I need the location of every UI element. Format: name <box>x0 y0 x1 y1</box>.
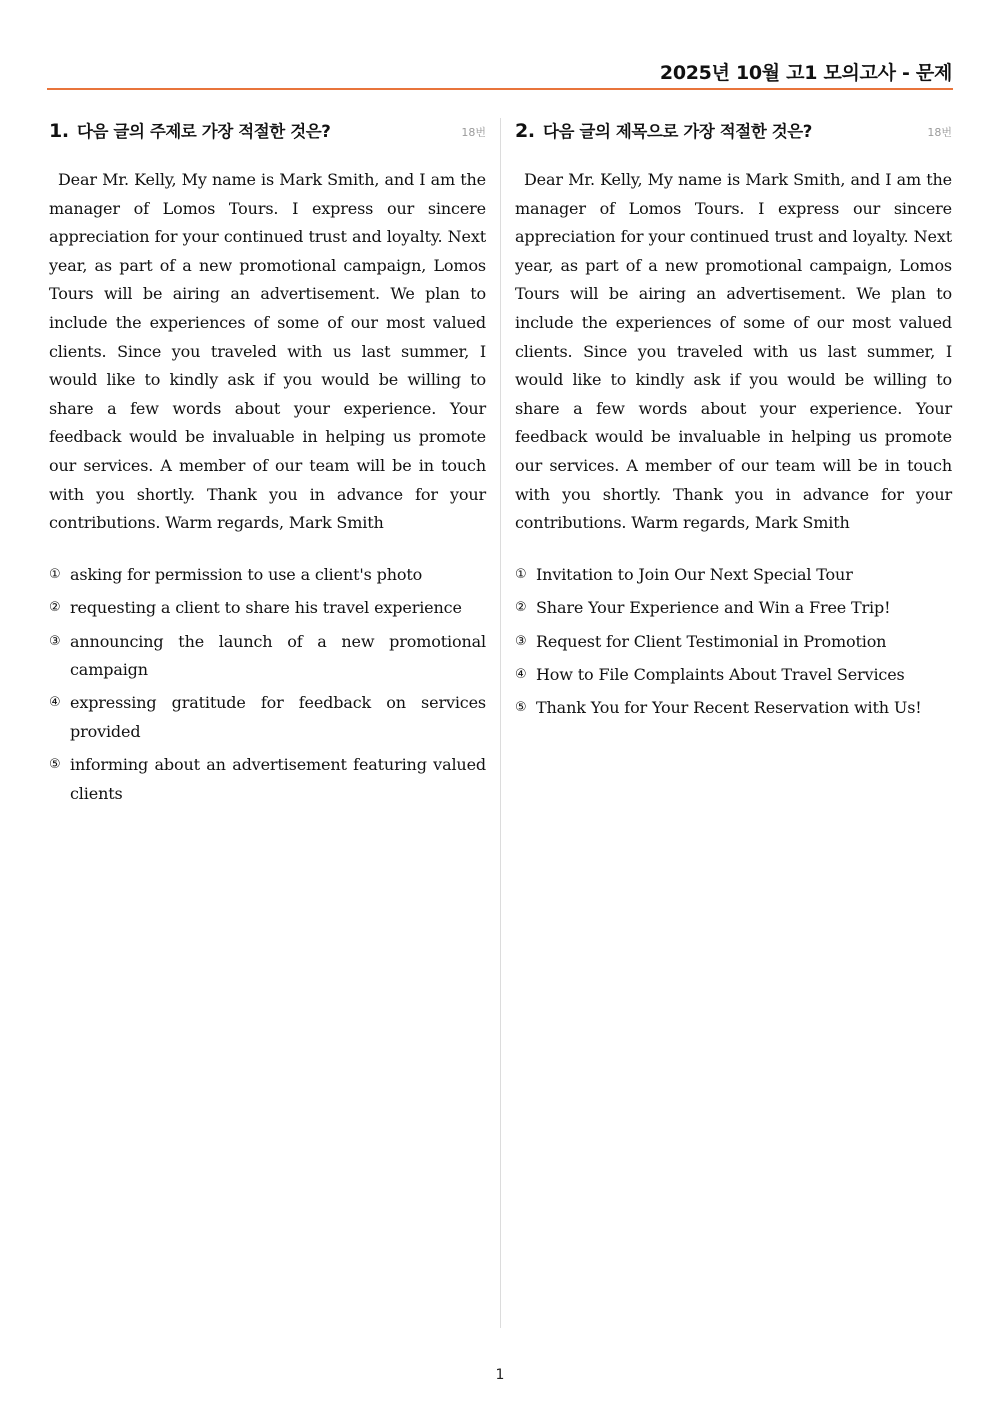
choice-text: requesting a client to share his travel experience <box>70 598 462 618</box>
answer-choice-2[interactable] <box>515 594 952 623</box>
column-divider <box>500 118 501 1328</box>
choice-text: Request for Client Testimonial in Promotion <box>536 631 887 651</box>
choice-marker: ② <box>515 600 527 616</box>
question-prompt: 다음 글의 제목으로 가장 적절한 것은? <box>543 122 812 141</box>
choice-text: How to File Complaints About Travel Services <box>536 664 905 684</box>
answer-choice-3[interactable] <box>49 628 486 685</box>
question-header <box>515 118 952 144</box>
question-source-number: 18번 <box>927 126 952 139</box>
answer-choice-1[interactable] <box>49 561 486 590</box>
choice-marker: ① <box>49 566 61 582</box>
choice-text: expressing gratitude for feedback on services provided <box>70 693 486 742</box>
choice-marker: ⑤ <box>49 757 61 773</box>
question-title <box>515 118 952 145</box>
answer-choices <box>49 561 486 809</box>
question-header <box>49 118 486 144</box>
choice-marker: ⑤ <box>515 700 527 716</box>
page-header-title: 2025년 10월 고1 모의고사 - 문제 <box>659 62 952 84</box>
choice-marker: ② <box>49 600 61 616</box>
choice-text: asking for permission to use a client's photo <box>70 564 423 584</box>
choice-marker: ③ <box>515 633 527 649</box>
question-prompt: 다음 글의 주제로 가장 적절한 것은? <box>77 122 331 141</box>
answer-choices <box>515 561 952 723</box>
choice-text: Thank You for Your Recent Reservation with Us! <box>536 698 922 718</box>
question-passage: Dear Mr. Kelly, My name is Mark Smith, and I am the manager of Lomos Tours. I express our sincere appreciation for your continued trust and loyalty. Next year, as part of a new promotional campaign, Lomos Tours will be airing an advertisement. We plan to include the experiences of some of our most valued clients. Since you traveled with us last summer, I would like to kindly ask if you would be willing to share a few words about your experience. Your feedback would be invaluable in helping us promote our services. A member of our team will be in touch with you shortly. Thank you in advance for your contributions. Warm regards, Mark Smith <box>49 170 486 533</box>
choice-marker: ① <box>515 566 527 582</box>
choice-text: informing about an advertisement featuring valued clients <box>70 755 486 804</box>
question-number: 1. <box>49 120 69 142</box>
answer-choice-5[interactable] <box>49 751 486 808</box>
question-source-number: 18번 <box>461 126 486 139</box>
answer-choice-5[interactable] <box>515 694 952 723</box>
answer-choice-4[interactable] <box>49 689 486 746</box>
header-divider <box>47 88 953 90</box>
question-title <box>49 118 486 145</box>
choice-text: Invitation to Join Our Next Special Tour <box>536 564 853 584</box>
question-1 <box>49 118 486 813</box>
answer-choice-3[interactable] <box>515 628 952 657</box>
page-number: 1 <box>495 1367 505 1383</box>
question-passage: Dear Mr. Kelly, My name is Mark Smith, and I am the manager of Lomos Tours. I express our sincere appreciation for your continued trust and loyalty. Next year, as part of a new promotional campaign, Lomos Tours will be airing an advertisement. We plan to include the experiences of some of our most valued clients. Since you traveled with us last summer, I would like to kindly ask if you would be willing to share a few words about your experience. Your feedback would be invaluable in helping us promote our services. A member of our team will be in touch with you shortly. Thank you in advance for your contributions. Warm regards, Mark Smith <box>515 170 952 533</box>
answer-choice-2[interactable] <box>49 594 486 623</box>
choice-marker: ④ <box>515 666 527 682</box>
answer-choice-1[interactable] <box>515 561 952 590</box>
choice-text: Share Your Experience and Win a Free Trip! <box>536 598 891 618</box>
question-number: 2. <box>515 120 535 142</box>
choice-text: announcing the launch of a new promotional campaign <box>70 631 486 680</box>
question-2 <box>515 118 952 728</box>
answer-choice-4[interactable] <box>515 661 952 690</box>
choice-marker: ③ <box>49 633 61 649</box>
choice-marker: ④ <box>49 695 61 711</box>
